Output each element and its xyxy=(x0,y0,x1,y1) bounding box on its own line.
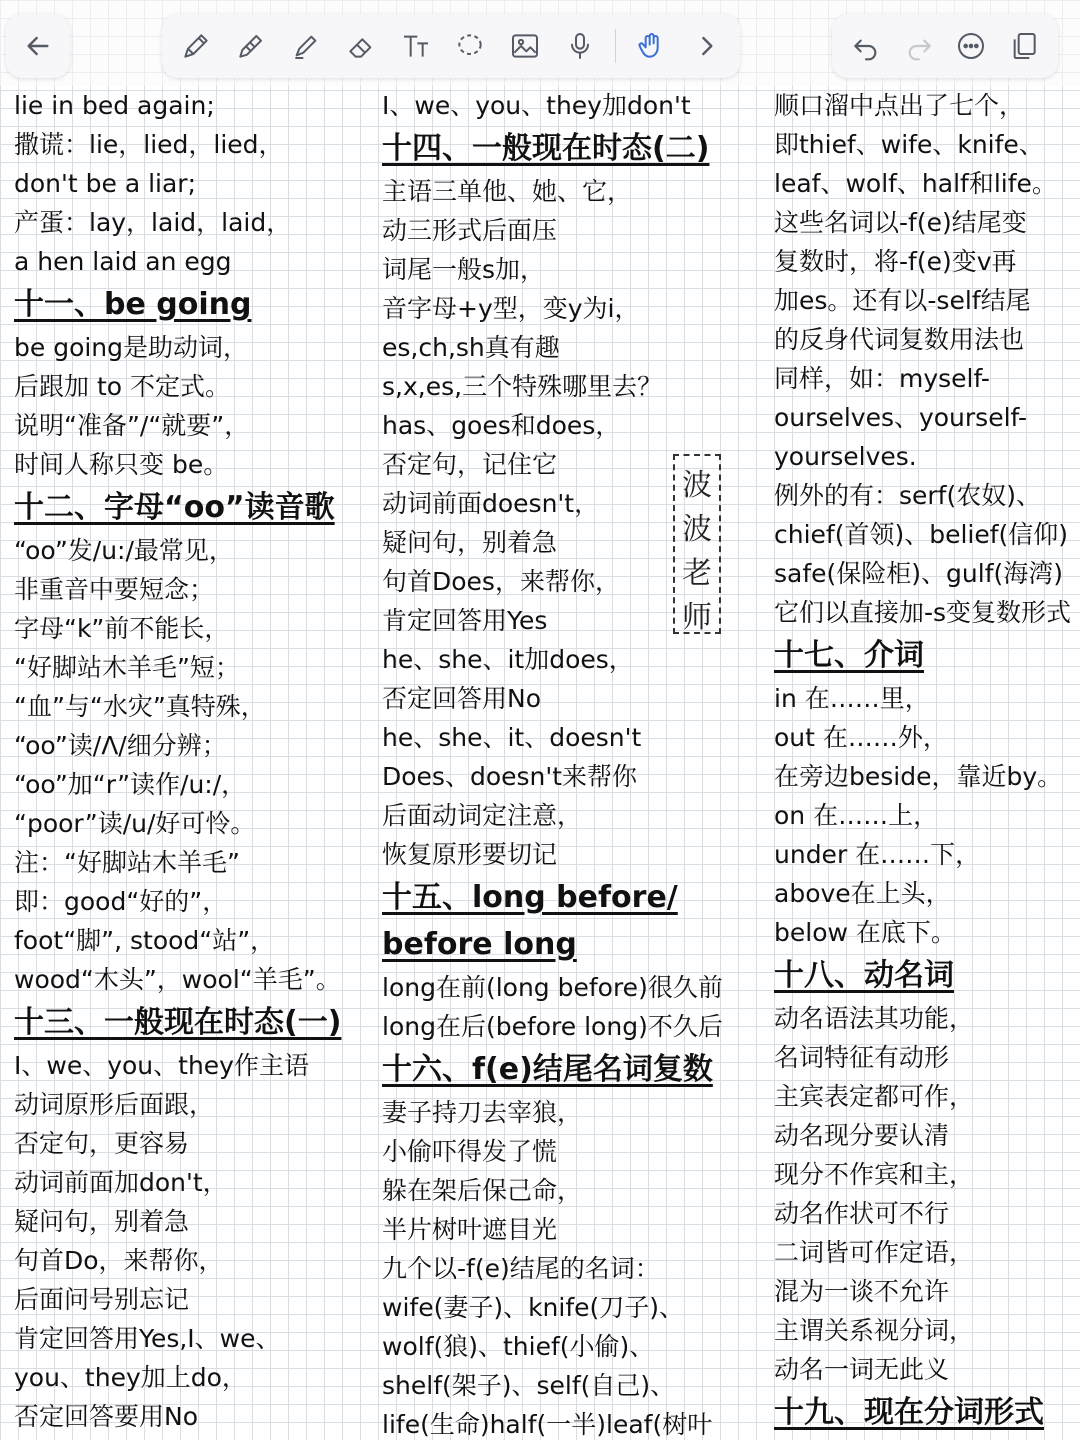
section-heading: 十三、一般现在时态(一) xyxy=(14,1005,342,1040)
note-line: 主宾表定都可作， xyxy=(774,1082,975,1111)
note-line: s,x,es,三个特殊哪里去？ xyxy=(382,372,663,401)
note-line: 混为一谈不允许 xyxy=(774,1277,950,1306)
note-line: 恢复原形要切记 xyxy=(382,840,558,869)
note-line: above在上头， xyxy=(774,879,951,908)
pen-icon[interactable] xyxy=(176,26,216,66)
note-line: life(生命)half(一半)leaf(树叶 xyxy=(382,1410,713,1439)
note-line: you、they加上do， xyxy=(14,1363,247,1392)
note-line: 后跟加 to 不定式。 xyxy=(14,372,230,401)
note-column-3 xyxy=(774,86,1080,1436)
note-column-2 xyxy=(382,86,762,1440)
note-line: 即：good“好的”， xyxy=(14,887,228,916)
note-line: 词尾一般s加， xyxy=(382,255,546,284)
section-heading: 十九、现在分词形式 xyxy=(774,1395,1044,1430)
note-line: “poor”读/u/好可怜。 xyxy=(14,809,256,838)
pencil-icon[interactable] xyxy=(231,26,271,66)
section-heading: 十六、f(e)结尾名词复数 xyxy=(382,1052,713,1087)
undo-icon[interactable] xyxy=(846,26,886,66)
note-line: 动词前面加don't， xyxy=(14,1168,228,1197)
note-line: 顺口溜中点出了七个， xyxy=(774,91,1025,120)
note-line: 动词前面doesn't， xyxy=(382,489,600,518)
note-line: 动三形式后面压 xyxy=(382,216,558,245)
note-line: 同样，如：myself- xyxy=(774,364,990,393)
note-line: under 在……下， xyxy=(774,840,981,869)
note-line: 躲在架后保己命， xyxy=(382,1176,583,1205)
section-heading: 十八、动名词 xyxy=(774,958,954,993)
note-line: I、we、you、they作主语 xyxy=(14,1051,309,1080)
section-heading: 十二、字母“oo”读音歌 xyxy=(14,490,335,525)
note-line: 否定句，更容易 xyxy=(14,1129,190,1158)
note-column-1 xyxy=(14,86,364,1436)
stamp-char: 波 xyxy=(682,512,712,547)
note-line: he、she、it、doesn't xyxy=(382,723,642,752)
note-line: lie in bed again; xyxy=(14,91,215,120)
note-line: 主谓关系视分词， xyxy=(774,1316,975,1345)
note-line: I、we、you、they加don't xyxy=(382,91,691,120)
note-line: 在旁边beside，靠近by。 xyxy=(774,762,1063,791)
note-line: wife(妻子)、knife(刀子)、 xyxy=(382,1293,685,1322)
note-line: safe(保险柜)、gulf(海湾) xyxy=(774,559,1064,588)
highlighter-icon[interactable] xyxy=(286,26,326,66)
note-line: a hen laid an egg xyxy=(14,247,232,276)
note-line: out 在……外， xyxy=(774,723,948,752)
note-line: 时间人称只变 be。 xyxy=(14,450,229,479)
author-stamp xyxy=(673,454,721,634)
text-icon[interactable] xyxy=(396,26,436,66)
note-line: in 在……里， xyxy=(774,684,930,713)
note-line: be going是助动词， xyxy=(14,333,249,362)
note-line: 二词皆可作定语， xyxy=(774,1238,975,1267)
note-line: has、goes和does， xyxy=(382,411,621,440)
note-line: 后面动词定注意， xyxy=(382,801,583,830)
note-line: 加es。还有以-self结尾 xyxy=(774,286,1031,315)
hand-touch-icon[interactable] xyxy=(631,26,671,66)
note-line: Does、doesn't来帮你 xyxy=(382,762,638,791)
back-arrow-icon[interactable] xyxy=(18,26,58,66)
note-line: don't be a liar; xyxy=(14,169,197,198)
drawing-tools xyxy=(162,14,740,78)
note-line: 现分不作宾和主， xyxy=(774,1160,975,1189)
note-line: 动名语法其功能， xyxy=(774,1004,975,1033)
note-line: 名词特征有动形 xyxy=(774,1043,950,1072)
note-line: foot“脚”, stood“站”， xyxy=(14,926,276,955)
note-line: wolf(狼)、thief(小偷)、 xyxy=(382,1332,655,1361)
note-line: 否定回答要用No xyxy=(14,1402,198,1431)
redo-icon[interactable] xyxy=(899,26,939,66)
section-heading: 十五、long before/ xyxy=(382,880,678,915)
toolbar xyxy=(0,0,1080,86)
mic-icon[interactable] xyxy=(560,26,600,66)
note-line: “oo”读/Λ/细分辨； xyxy=(14,731,227,760)
note-line: 它们以直接加-s变复数形式 xyxy=(774,598,1072,627)
note-line: 产蛋：lay，laid，laid， xyxy=(14,208,292,237)
note-line: 妻子持刀去宰狼， xyxy=(382,1098,583,1127)
note-line: yourselves. xyxy=(774,442,917,471)
stamp-char: 师 xyxy=(682,600,712,635)
note-line: 肯定回答用Yes xyxy=(382,606,548,635)
stamp-char: 波 xyxy=(682,468,712,503)
note-line: he、she、it加does， xyxy=(382,645,634,674)
note-line: 动名作状可不行 xyxy=(774,1199,950,1228)
note-line: long在前(long before)很久前 xyxy=(382,973,723,1002)
note-line: 动词原形后面跟， xyxy=(14,1090,215,1119)
note-line: ourselves、yourself- xyxy=(774,403,1027,432)
note-line: 句首Does，来帮你， xyxy=(382,567,620,596)
note-line: long在后(before long)不久后 xyxy=(382,1012,723,1041)
note-line: 音字母+y型，变y为i， xyxy=(382,294,640,323)
more-icon[interactable] xyxy=(951,26,991,66)
note-line: 动名一词无此义 xyxy=(774,1355,950,1384)
section-heading: 十四、一般现在时态(二) xyxy=(382,131,710,166)
chevron-right-icon[interactable] xyxy=(686,26,726,66)
note-line: 例外的有：serf(农奴)、 xyxy=(774,481,1041,510)
section-heading: 十一、be going xyxy=(14,287,252,322)
note-line: 的反身代词复数用法也 xyxy=(774,325,1025,354)
note-line: wood“木头”，wool“羊毛”。 xyxy=(14,965,341,994)
note-line: 句首Do，来帮你， xyxy=(14,1246,224,1275)
note-line: 字母“k”前不能长， xyxy=(14,614,230,643)
note-line: shelf(架子)、self(自己)、 xyxy=(382,1371,676,1400)
note-line: 否定回答用No xyxy=(382,684,541,713)
section-heading: before long xyxy=(382,927,577,962)
note-line: 疑问句，别着急 xyxy=(14,1207,190,1236)
note-line: 复数时，将-f(e)变v再 xyxy=(774,247,1017,276)
note-line: chief(首领)、belief(信仰) xyxy=(774,520,1069,549)
toolbar-divider xyxy=(615,29,616,63)
note-line: 九个以-f(e)结尾的名词： xyxy=(382,1254,660,1283)
note-line: 即thief、wife、knife、 xyxy=(774,130,1044,159)
back-button-group xyxy=(6,14,70,78)
note-line: 半片树叶遮目光 xyxy=(382,1215,558,1244)
pages-icon[interactable] xyxy=(1004,26,1044,66)
note-line: “oo”加“r”读作/u:/， xyxy=(14,770,247,799)
note-line: 肯定回答用Yes,I、we、 xyxy=(14,1324,281,1353)
lasso-icon[interactable] xyxy=(450,26,490,66)
note-line: 这些名词以-f(e)结尾变 xyxy=(774,208,1027,237)
note-line: leaf、wolf、half和life。 xyxy=(774,169,1057,198)
note-line: 撒谎：lie，lied，lied， xyxy=(14,130,284,159)
note-line: “血”与“水灾”真特殊， xyxy=(14,692,266,721)
note-line: 后面问号别忘记 xyxy=(14,1285,190,1314)
note-line: “oo”发/u:/最常见， xyxy=(14,536,234,565)
note-line: es,ch,sh真有趣 xyxy=(382,333,560,362)
note-line: on 在……上， xyxy=(774,801,939,830)
section-heading: 十七、介词 xyxy=(774,638,924,673)
image-icon[interactable] xyxy=(505,26,545,66)
note-line: 动名现分要认清 xyxy=(774,1121,950,1150)
note-line: 非重音中要短念； xyxy=(14,575,215,604)
stamp-char: 老 xyxy=(682,556,712,591)
note-line: 疑问句，别着急 xyxy=(382,528,558,557)
note-line: 说明“准备”/“就要”， xyxy=(14,411,250,440)
eraser-icon[interactable] xyxy=(341,26,381,66)
note-line: 注：“好脚站木羊毛” xyxy=(14,848,240,877)
note-line: below 在底下。 xyxy=(774,918,956,947)
note-line: “好脚站木羊毛”短； xyxy=(14,653,240,682)
note-line: 小偷吓得发了慌 xyxy=(382,1137,558,1166)
action-tools xyxy=(832,14,1058,78)
note-line: 主语三单他、她、它， xyxy=(382,177,633,206)
note-line: 否定句，记住它 xyxy=(382,450,558,479)
